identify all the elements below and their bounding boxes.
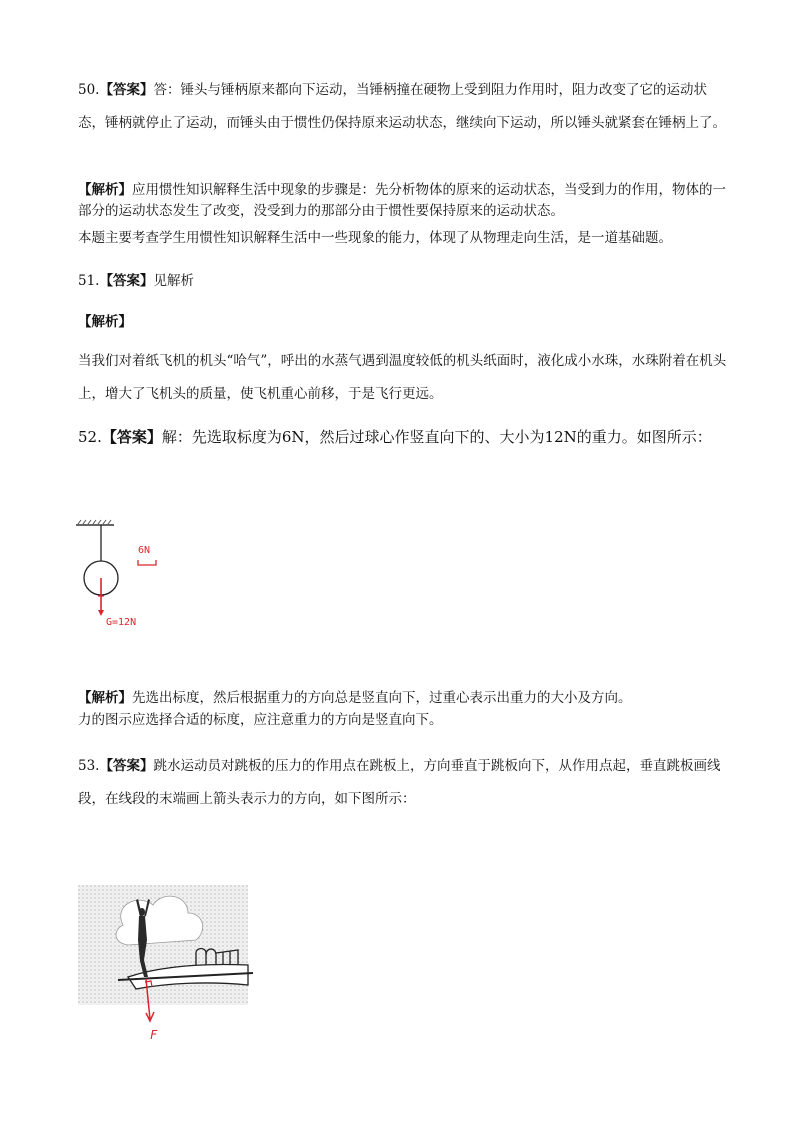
pressure-force-label: F [150,1028,158,1042]
q52-answer-text: 解：先选取标度为6N，然后过球心作竖直向下的、大小为12N的重力。如图所示： [161,428,712,446]
q52-analysis-text: 先选出标度，然后根据重力的方向总是竖直向下，过重心表示出重力的大小及方向。 [132,690,632,706]
gravity-force-figure [70,515,180,630]
q51-analysis-heading [78,312,728,333]
q52-analysis-tag: 【解析】 [78,690,132,706]
scale-bar [138,560,156,565]
q53-answer-text: 跳水运动员对跳板的压力的作用点在跳板上，方向垂直于跳板向下，从作用点起，垂直跳板画线段，在线段的末端画上箭头表示力的方向，如下图所示： [78,758,721,807]
ceiling-hatch [78,520,111,524]
q52-answer-tag: 【答案】 [101,428,162,446]
q51-answer-text: 见解析 [153,273,194,289]
scale-label: 6N [138,545,151,556]
gravity-arrow-head [98,610,104,616]
q53-number: 53. [78,758,100,774]
q52-answer [78,427,728,448]
q53-answer [78,750,728,816]
q52-number: 52. [78,428,102,446]
q51-analysis-text: 当我们对着纸飞机的机头“哈气”，呼出的水蒸气遇到温度较低的机头纸面时，液化成小水珠，水珠附着在机头上，增大了飞机头的质量，使飞机重心前移，于是飞行更远。 [78,353,727,402]
q50-number: 50. [78,82,100,98]
q51-answer-tag: 【答案】 [99,273,154,289]
diving-board-figure [78,885,258,1045]
q50-analysis [78,180,728,222]
q51-number: 51. [78,273,100,289]
q50-analysis-text: 应用惯性知识解释生活中现象的步骤是：先分析物体的原来的运动状态，当受到力的作用，物体的一部分的运动状态发生了改变，没受到力的那部分由于惯性要保持原来的运动状态。 [78,182,726,219]
q53-answer-tag: 【答案】 [99,758,154,774]
force-label: G=12N [106,617,137,628]
q52-analysis [78,688,728,709]
q52-analysis-2: 力的图示应选择合适的标度，应注意重力的方向是竖直向下。 [78,712,443,728]
q51-answer [78,271,728,292]
q50-answer [78,74,728,140]
q50-analysis-tag: 【解析】 [78,182,132,198]
q50-analysis-2: 本题主要考查学生用惯性知识解释生活中一些现象的能力，体现了从物理走向生活，是一道基础题。 [78,230,672,246]
q50-answer-tag: 【答案】 [99,82,154,98]
q51-analysis-tag: 【解析】 [78,314,132,330]
q50-answer-text: 答：锤头与锤柄原来都向下运动，当锤柄撞在硬物上受到阻力作用时，阻力改变了它的运动状态，锤柄就停止了运动，而锤头由于惯性仍保持原来运动状态，继续向下运动，所以锤头就紧套在锤柄上了。 [78,82,726,131]
